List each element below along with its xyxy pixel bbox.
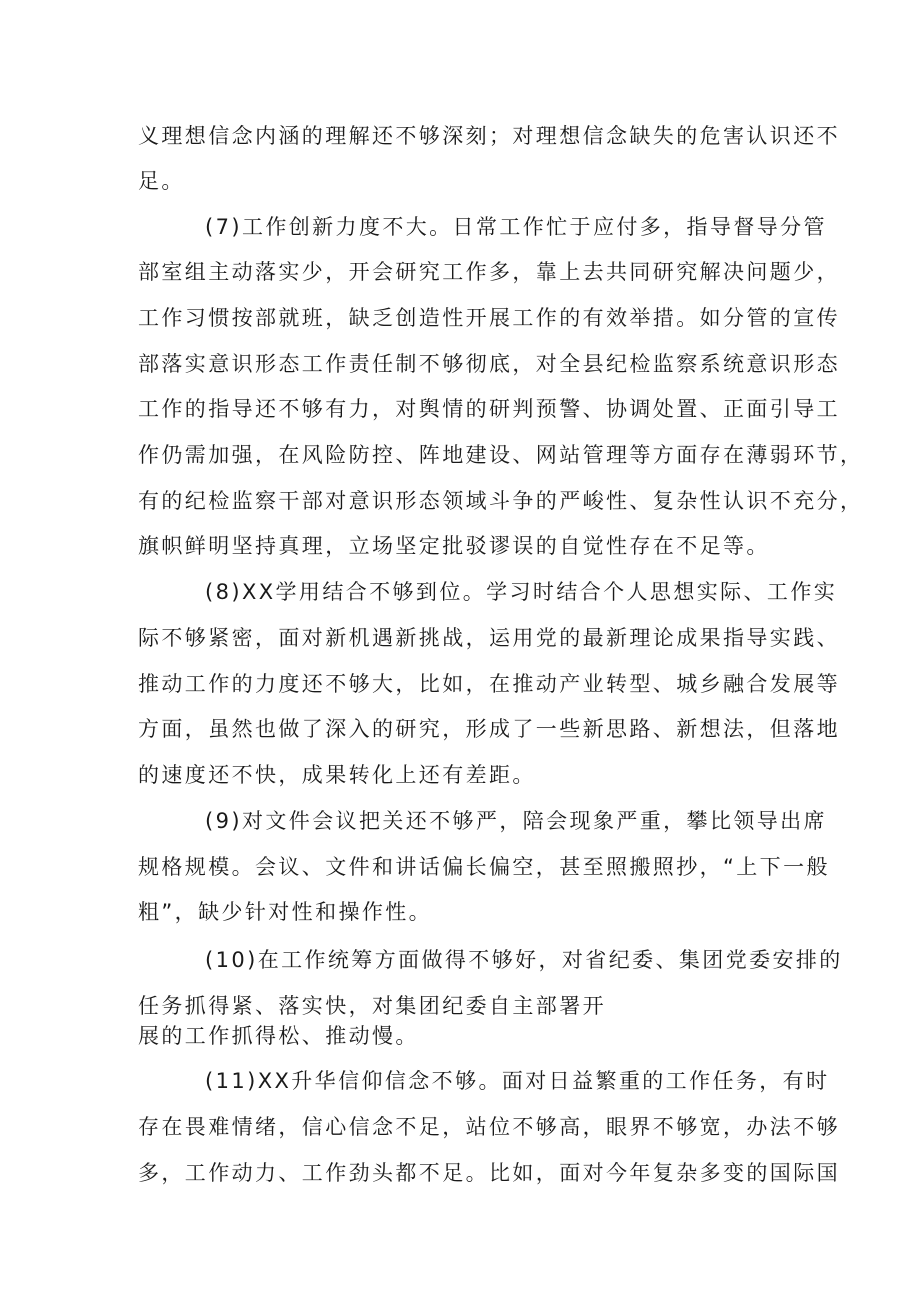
text-line: 任务抓得紧、落实快，对集团纪委自主部署开 (138, 994, 606, 1018)
text-line: 方面，虽然也做了深入的研究，形成了一些新思路、新想法，但落地 (138, 717, 840, 741)
text-line: 粗”，缺少针对性和操作性。 (138, 900, 433, 924)
text-line: 部落实意识形态工作责任制不够彻底，对全县纪检监察系统意识形态 (138, 352, 840, 376)
paragraph-8-start: (8)XX学用结合不够到位。学习时结合个人思想实际、工作实 (205, 580, 838, 604)
text-line: 多，工作动力、工作劲头都不足。比如，面对今年复杂多变的国际国 (138, 1161, 840, 1185)
paragraph-7-start: (7)工作创新力度不大。日常工作忙于应付多，指导督导分管 (205, 215, 827, 239)
text-line: 的速度还不快，成果转化上还有差距。 (138, 763, 536, 787)
text-line: 推动工作的力度还不够大，比如，在推动产业转型、城乡融合发展等 (138, 672, 840, 696)
text-line: 义理想信念内涵的理解还不够深刻；对理想信念缺失的危害认识还不 (138, 124, 840, 148)
text-line: 工作的指导还不够有力，对舆情的研判预警、协调处置、正面引导工 (138, 397, 840, 421)
text-line: 工作习惯按部就班，缺乏创造性开展工作的有效举措。如分管的宣传 (138, 306, 840, 330)
text-line: 规格规模。会议、文件和讲话偏长偏空，甚至照搬照抄，“上下一般 (138, 855, 830, 879)
text-line: 部室组主动落实少，开会研究工作多，靠上去共同研究解决问题少， (138, 260, 840, 284)
text-line: 际不够紧密，面对新机遇新挑战，运用党的最新理论成果指导实践、 (138, 626, 840, 650)
text-line: 作仍需加强，在风险防控、阵地建设、网站管理等方面存在薄弱环节， (138, 443, 864, 467)
text-line: 足。 (138, 169, 185, 193)
text-line: 有的纪检监察干部对意识形态领域斗争的严峻性、复杂性认识不充分， (138, 489, 864, 513)
paragraph-9-start: (9)对文件会议把关还不够严，陪会现象严重，攀比领导出席 (205, 809, 827, 833)
text-line: 旗帜鲜明坚持真理，立场坚定批驳谬误的自觉性存在不足等。 (138, 534, 770, 558)
text-line: 展的工作抓得松、推动慢。 (138, 1024, 419, 1048)
paragraph-10-start: (10)在工作统筹方面做得不够好，对省纪委、集团党委安排的 (205, 948, 843, 972)
text-line: 存在畏难情绪，信心信念不足，站位不够高，眼界不够宽，办法不够 (138, 1115, 840, 1139)
paragraph-11-start: (11)XX升华信仰信念不够。面对日益繁重的工作任务，有时 (205, 1069, 830, 1093)
